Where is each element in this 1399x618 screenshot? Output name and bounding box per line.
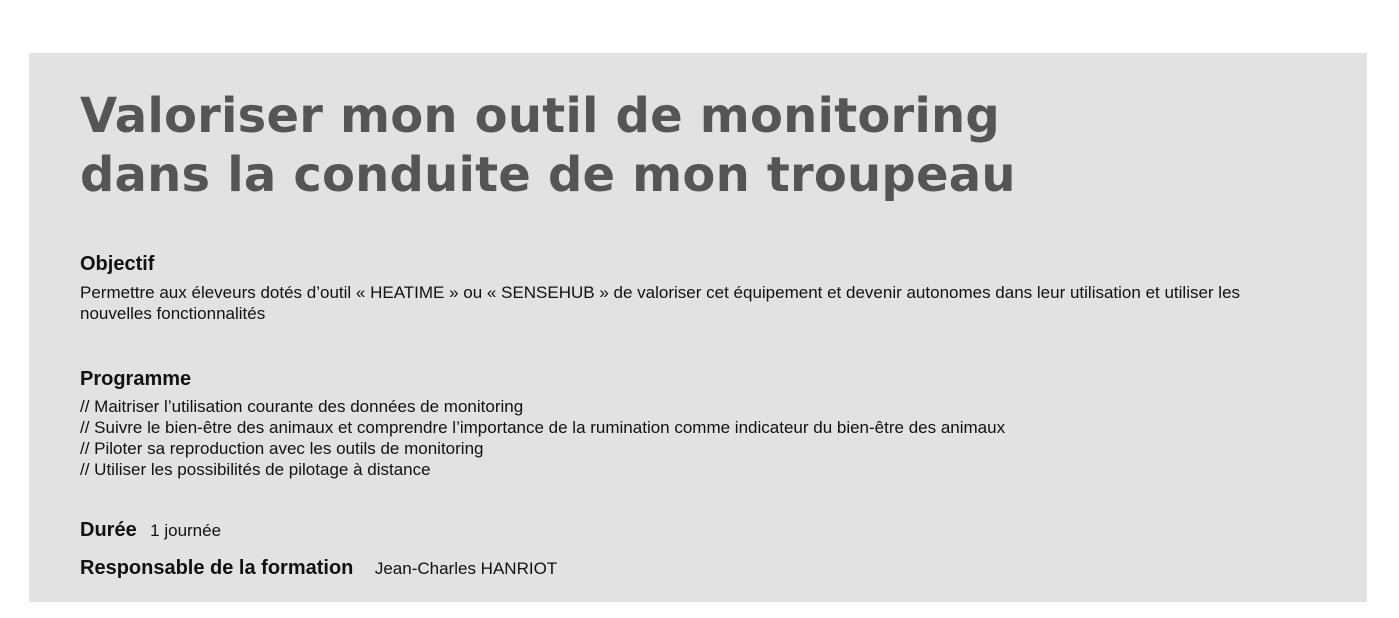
duree-row [80, 519, 221, 542]
objectif-section [80, 282, 1280, 324]
programme-list [80, 396, 1005, 480]
objectif-text: Permettre aux éleveurs dotés d’outil « HEATIME » ou « SENSEHUB » de valoriser cet équipement et devenir autonomes dans leur utilisation et utiliser les nouvelles fonctionnalités [80, 283, 1241, 323]
objectif-heading: Objectif [80, 253, 155, 275]
programme-item: // Maitriser l’utilisation courante des données de monitoring [80, 397, 524, 416]
programme-section [80, 396, 1005, 480]
programme-item: // Utiliser les possibilités de pilotage à distance [80, 460, 431, 479]
programme-heading: Programme [80, 368, 192, 390]
responsable-label: Responsable de la formation [80, 557, 354, 579]
page-title [80, 87, 1016, 205]
duree-label: Durée [80, 519, 137, 541]
duree-value: 1 journée [150, 521, 222, 540]
training-card [29, 53, 1367, 602]
programme-item: // Piloter sa reproduction avec les outils de monitoring [80, 439, 484, 458]
page-title-line-1: Valoriser mon outil de monitoring [80, 88, 1000, 144]
responsable-value: Jean-Charles HANRIOT [374, 559, 558, 578]
page-title-line-2: dans la conduite de mon troupeau [80, 147, 1016, 203]
responsable-row [80, 557, 557, 580]
programme-item: // Suivre le bien-être des animaux et comprendre l’importance de la rumination comme indicateur du bien-être des animaux [80, 418, 1006, 437]
